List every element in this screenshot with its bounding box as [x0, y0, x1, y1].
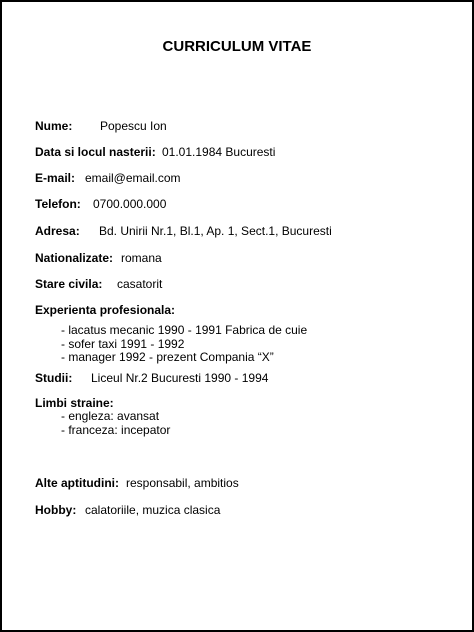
field-hobby — [35, 503, 221, 517]
field-value: calatoriile, muzica clasica — [85, 503, 221, 517]
section-heading: Experienta profesionala: — [35, 303, 176, 317]
field-label: E-mail: — [35, 171, 76, 185]
field-value: Liceul Nr.2 Bucuresti 1990 - 1994 — [91, 371, 269, 385]
field-adresa — [35, 224, 332, 238]
field-studii — [35, 371, 269, 385]
field-email — [35, 171, 181, 185]
field-label: Alte aptitudini: — [35, 476, 119, 490]
section-heading: Limbi straine: — [35, 396, 114, 410]
field-value: romana — [121, 251, 162, 265]
list-item: - lacatus mecanic 1990 - 1991 Fabrica de cuie — [61, 323, 308, 337]
page-title: CURRICULUM VITAE — [162, 38, 312, 55]
field-stare-civila — [35, 277, 163, 291]
field-data-nasterii — [35, 145, 276, 159]
field-nume — [35, 119, 167, 133]
field-label: Nume: — [35, 119, 73, 133]
field-value: casatorit — [117, 277, 163, 291]
field-label: Nationalizate: — [35, 251, 114, 265]
field-value: Bd. Unirii Nr.1, Bl.1, Ap. 1, Sect.1, Bucuresti — [99, 224, 332, 238]
field-value: 01.01.1984 Bucuresti — [162, 145, 276, 159]
section-limbi — [35, 396, 114, 410]
field-label: Data si locul nasterii: — [35, 145, 156, 159]
list-item: - franceza: incepator — [61, 423, 171, 437]
field-value: responsabil, ambitios — [126, 476, 239, 490]
section-experienta — [35, 303, 175, 317]
list-item: - engleza: avansat — [61, 409, 160, 423]
field-label: Stare civila: — [35, 277, 103, 291]
list-item: - sofer taxi 1991 - 1992 — [61, 337, 185, 351]
field-label: Hobby: — [35, 503, 77, 517]
field-value: 0700.000.000 — [93, 197, 167, 211]
field-telefon — [35, 197, 167, 211]
list-item: - manager 1992 - prezent Compania “X” — [61, 350, 274, 364]
field-label: Studii: — [35, 371, 73, 385]
field-label: Telefon: — [35, 197, 81, 211]
field-nationalizate — [35, 251, 162, 265]
field-label: Adresa: — [35, 224, 80, 238]
field-value: email@email.com — [85, 171, 181, 185]
field-alte-aptitudini — [35, 476, 239, 490]
field-value: Popescu Ion — [100, 119, 167, 133]
